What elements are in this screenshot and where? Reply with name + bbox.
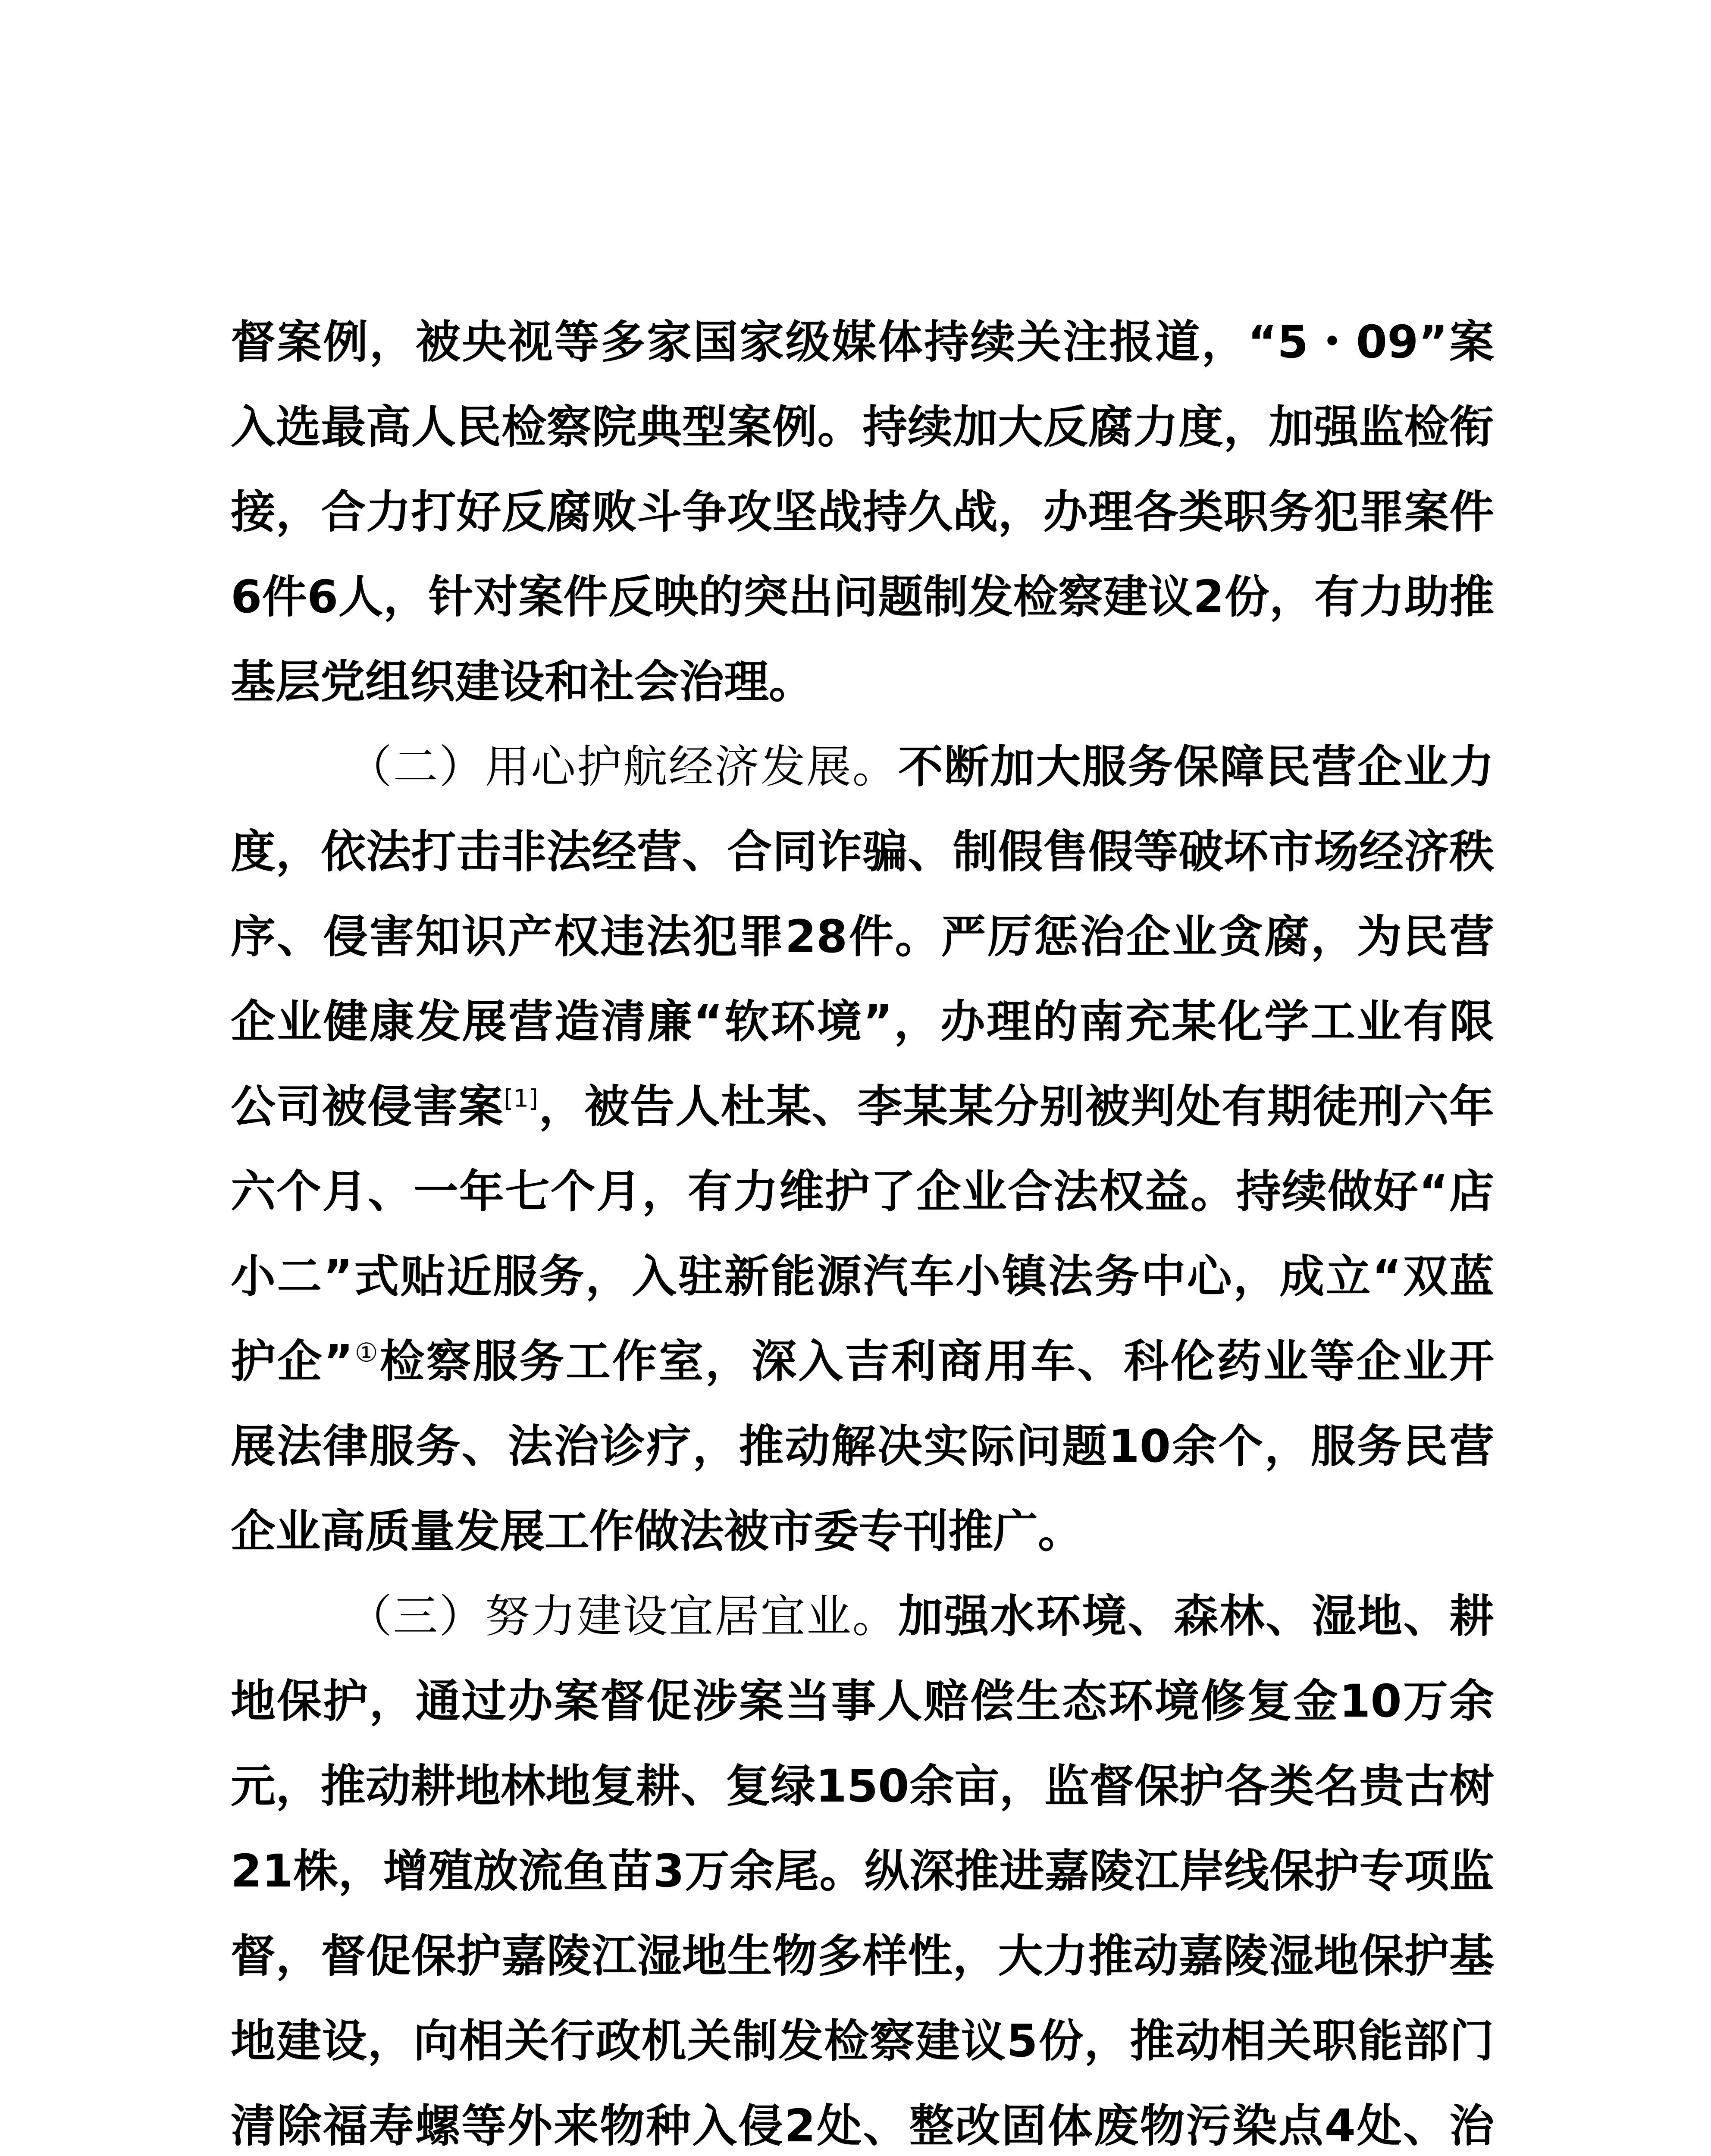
paragraph-livable-environment — [231, 1574, 1494, 2156]
document-body — [231, 300, 1494, 2156]
paragraph-economic-development — [231, 724, 1494, 1574]
endnote-circle-reference: ① — [353, 1338, 380, 1368]
paragraph-2-text-c: 检察服务工作室，深入吉利商用车、科伦药业等企业开展法律服务、法治诊疗，推动解决实际问题10余个，服务民营企业高质量发展工作做法被市委专刊推广。 — [231, 1335, 1494, 1557]
paragraph-3-text: 加强水环境、森林、湿地、耕地保护，通过办案督促涉案当事人赔偿生态环境修复金10万余元，推动耕地林地复耕、复绿150余亩，监督保护各类名贵古树21株，增殖放流鱼苗3万余尾。纵深推进嘉陵江岸线保护专项监督，督促保护嘉陵江湿地生物多样性，大力推动嘉陵湿地保护基地建设，向相关行政机关制发检察建议5份，推动相关职能部门清除福寿螺等外来物种入侵2处、整改固体废物污染点4处、治 — [231, 1590, 1494, 2152]
paragraph-2-text-a: 不断加大服务保障民营企业力度，依法打击非法经营、合同诈骗、制假售假等破坏市场经济秩序、侵害知识产权违法犯罪28件。严厉惩治企业贪腐，为民营企业健康发展营造清廉“软环境”，办理的南充某化学工业有限公司被侵害案 — [231, 740, 1494, 1133]
section-heading-2: （二）用心护航经济发展。 — [347, 740, 898, 793]
paragraph-continued — [231, 300, 1494, 724]
footnote-reference: [1] — [504, 1084, 538, 1113]
paragraph-2-text-b: ，被告人杜某、李某某分别被判处有期徒刑六年六个月、一年七个月，有力维护了企业合法权益。持续做好“店小二”式贴近服务，入驻新能源汽车小镇法务中心，成立“双蓝护企” — [231, 1080, 1494, 1388]
section-heading-3: （三）努力建设宜居宜业。 — [347, 1590, 898, 1642]
paragraph-1-text: 督案例，被央视等多家国家级媒体持续关注报道，“5・09”案入选最高人民检察院典型案例。持续加大反腐力度，加强监检衔接，合力打好反腐败斗争攻坚战持久战，办理各类职务犯罪案件6件6人，针对案件反映的突出问题制发检察建议2份，有力助推基层党组织建设和社会治理。 — [231, 316, 1494, 708]
